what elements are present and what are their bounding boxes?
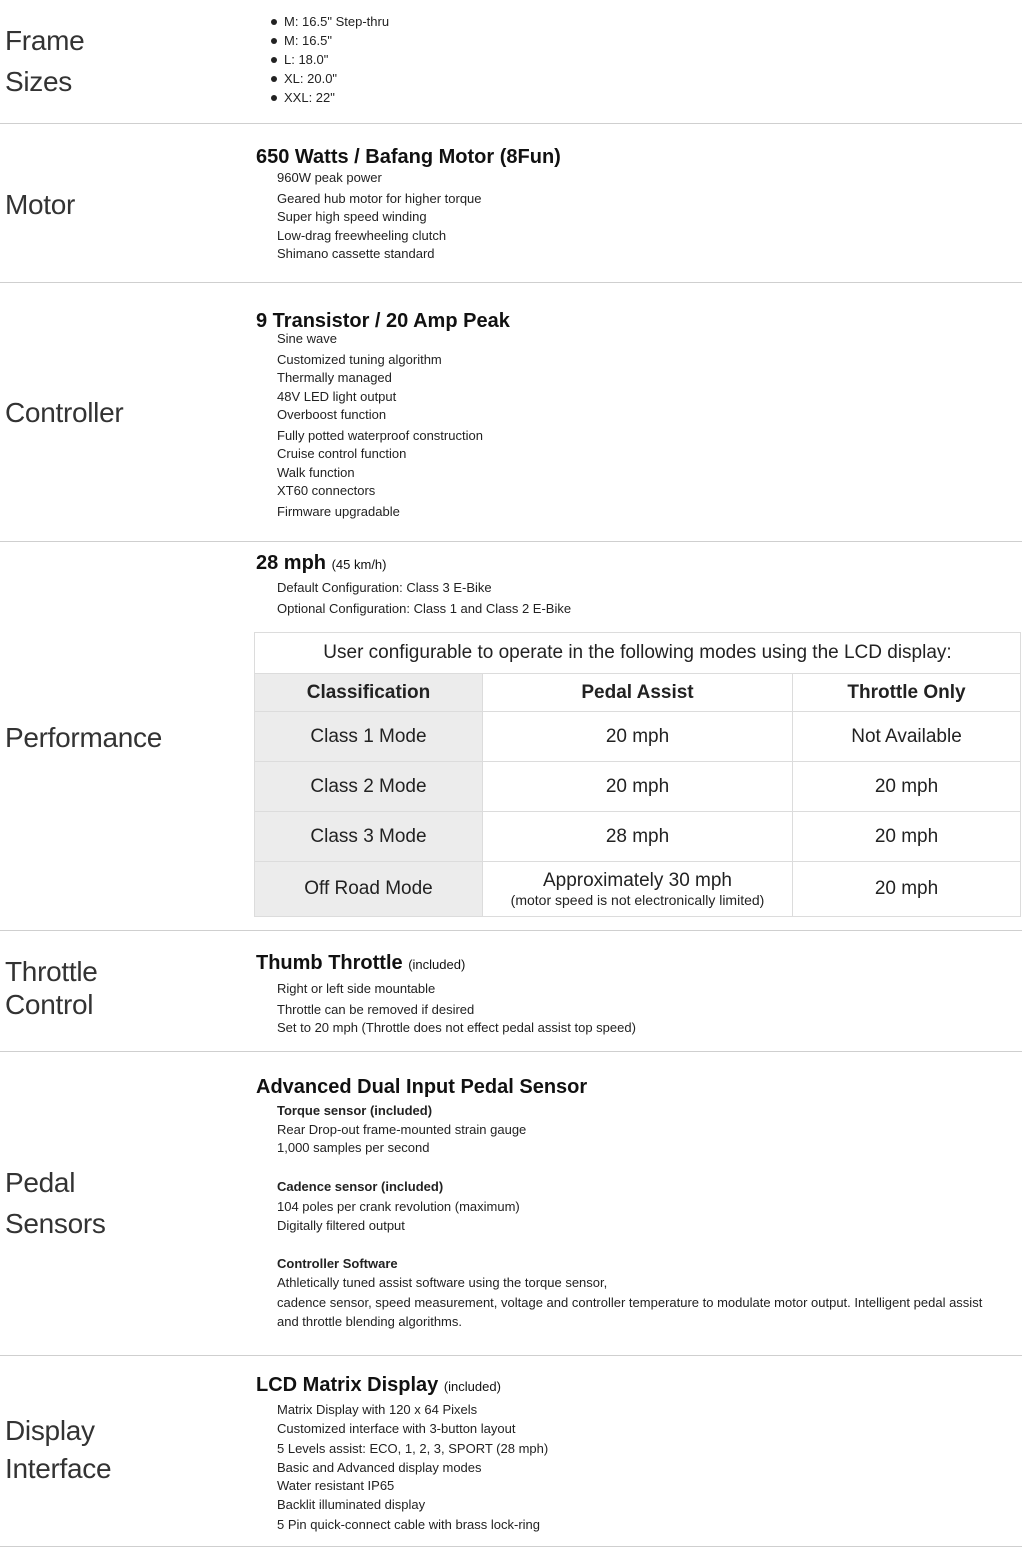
spec-line: Fully potted waterproof construction — [277, 427, 483, 443]
label-line: Interface — [5, 1453, 112, 1484]
throttle-content — [256, 951, 1022, 1038]
motor-section — [0, 124, 1022, 283]
label-line: Performance — [5, 722, 162, 753]
frame-sizes-list — [256, 12, 1022, 107]
throttle-note: (included) — [408, 957, 466, 972]
pedal-cell: 28 mph — [483, 812, 793, 862]
spec-line: Super high speed winding — [277, 209, 427, 224]
throttle-title: Thumb Throttle — [256, 952, 403, 974]
spec-line: Customized tuning algorithm — [277, 351, 442, 367]
mode-cell: Class 3 Mode — [255, 812, 483, 862]
spec-line: Firmware upgradable — [277, 503, 400, 519]
spec-line: 5 Pin quick-connect cable with brass lock-ring — [277, 1517, 541, 1532]
spec-line: Sine wave — [277, 331, 337, 346]
spec-line: 48V LED light output — [277, 388, 397, 404]
spec-line: Optional Configuration: Class 1 and Class 2 E-Bike — [277, 600, 572, 616]
column-header: Throttle Only — [793, 674, 1021, 712]
pedal-cell: 20 mph — [483, 712, 793, 762]
mode-cell: Class 2 Mode — [255, 762, 483, 812]
spec-line: Shimano cassette standard — [277, 246, 435, 261]
performance-speed-kmh: (45 km/h) — [331, 557, 387, 572]
table-row — [255, 862, 1021, 917]
performance-label — [5, 717, 162, 758]
motor-label — [5, 184, 75, 225]
list-item: M: 16.5" Step-thru — [256, 12, 1022, 31]
label-line: Controller — [5, 397, 124, 428]
pedal-cell: 20 mph — [483, 762, 793, 812]
display-note: (included) — [443, 1379, 501, 1394]
mode-cell: Off Road Mode — [255, 862, 483, 917]
spec-line: Default Configuration: Class 3 E-Bike — [277, 580, 492, 595]
spec-line: 104 poles per crank revolution (maximum) — [277, 1199, 520, 1214]
spec-line: Right or left side mountable — [277, 981, 436, 996]
motor-content — [256, 145, 1022, 264]
spec-line: Geared hub motor for higher torque — [277, 190, 482, 206]
spec-line: Basic and Advanced display modes — [277, 1459, 482, 1475]
spec-line: Water resistant IP65 — [277, 1478, 395, 1493]
column-header: Classification — [255, 674, 483, 712]
table-caption: User configurable to operate in the following modes using the LCD display: — [255, 633, 1021, 674]
performance-speed: 28 mph — [256, 552, 327, 574]
spec-line: Set to 20 mph (Throttle does not effect pedal assist top speed) — [277, 1020, 636, 1035]
label-line: Frame — [5, 25, 85, 56]
spec-line: Throttle can be removed if desired — [277, 1001, 475, 1017]
display-content — [256, 1373, 1022, 1535]
throttle-cell: Not Available — [793, 712, 1021, 762]
group-title: Cadence sensor (included) — [277, 1178, 444, 1194]
spec-line: 1,000 samples per second — [277, 1140, 430, 1155]
spec-line: XT60 connectors — [277, 483, 376, 498]
motor-heading: 650 Watts / Bafang Motor (8Fun) — [256, 146, 561, 168]
controller-content — [256, 310, 1022, 521]
spec-line: Walk function — [277, 464, 355, 480]
table-row — [255, 812, 1021, 862]
list-item: M: 16.5" — [256, 31, 1022, 50]
group-title: Controller Software — [277, 1256, 398, 1271]
pedal-note: (motor speed is not electronically limited) — [510, 891, 765, 908]
throttle-cell: 20 mph — [793, 862, 1021, 917]
spec-line: Overboost function — [277, 407, 387, 422]
controller-label — [5, 392, 123, 433]
throttle-heading — [256, 951, 1022, 977]
pedal-cell — [483, 862, 793, 917]
label-line: Pedal — [5, 1167, 76, 1198]
label-line: Display — [5, 1415, 95, 1446]
throttle-section — [0, 931, 1022, 1052]
controller-heading: 9 Transistor / 20 Amp Peak — [256, 310, 510, 332]
throttle-label — [5, 955, 98, 1021]
mode-cell: Class 1 Mode — [255, 712, 483, 762]
spec-line: Athletically tuned assist software using the torque sensor, — [277, 1274, 608, 1290]
modes-table — [254, 632, 1021, 917]
throttle-cell: 20 mph — [793, 812, 1021, 862]
spec-line: Cruise control function — [277, 446, 407, 461]
frame-sizes-content — [256, 12, 1022, 107]
frame-sizes-label — [5, 20, 84, 102]
spec-line: Matrix Display with 120 x 64 Pixels — [277, 1402, 478, 1417]
spec-line: cadence sensor, speed measurement, voltage and controller temperature to modulate motor output. Intelligent pedal assist and throttle blending algorithms. — [277, 1295, 983, 1329]
spec-line: Backlit illuminated display — [277, 1496, 426, 1512]
spec-line: Low-drag freewheeling clutch — [277, 227, 447, 243]
pedal-value: Approximately 30 mph — [542, 869, 733, 891]
pedal-sensors-heading: Advanced Dual Input Pedal Sensor — [256, 1076, 588, 1098]
performance-content — [256, 551, 1022, 618]
pedal-sensors-content — [256, 1075, 1022, 1331]
throttle-cell: 20 mph — [793, 762, 1021, 812]
label-line: Sizes — [5, 66, 72, 97]
performance-heading — [256, 551, 1022, 577]
spec-line: 5 Levels assist: ECO, 1, 2, 3, SPORT (28 mph) — [277, 1441, 549, 1456]
table-row — [255, 712, 1021, 762]
pedal-sensors-section — [0, 1052, 1022, 1356]
display-title: LCD Matrix Display — [256, 1374, 439, 1396]
spec-line: Rear Drop-out frame-mounted strain gauge — [277, 1121, 527, 1137]
controller-section — [0, 283, 1022, 542]
table-row — [255, 762, 1021, 812]
spec-line: Customized interface with 3-button layout — [277, 1420, 516, 1436]
label-line: Control — [5, 989, 94, 1020]
display-section — [0, 1356, 1022, 1547]
list-item: L: 18.0" — [256, 50, 1022, 69]
label-line: Throttle — [5, 956, 98, 987]
display-heading — [256, 1373, 1022, 1399]
display-label — [5, 1412, 111, 1488]
spec-line: Digitally filtered output — [277, 1217, 405, 1233]
group-title: Torque sensor (included) — [277, 1103, 433, 1118]
spec-line: Thermally managed — [277, 370, 392, 385]
pedal-sensors-label — [5, 1162, 106, 1244]
frame-sizes-section — [0, 0, 1022, 124]
label-line: Motor — [5, 189, 76, 220]
column-header: Pedal Assist — [483, 674, 793, 712]
list-item: XXL: 22" — [256, 88, 1022, 107]
label-line: Sensors — [5, 1208, 106, 1239]
list-item: XL: 20.0" — [256, 69, 1022, 88]
spec-line: 960W peak power — [277, 170, 382, 185]
